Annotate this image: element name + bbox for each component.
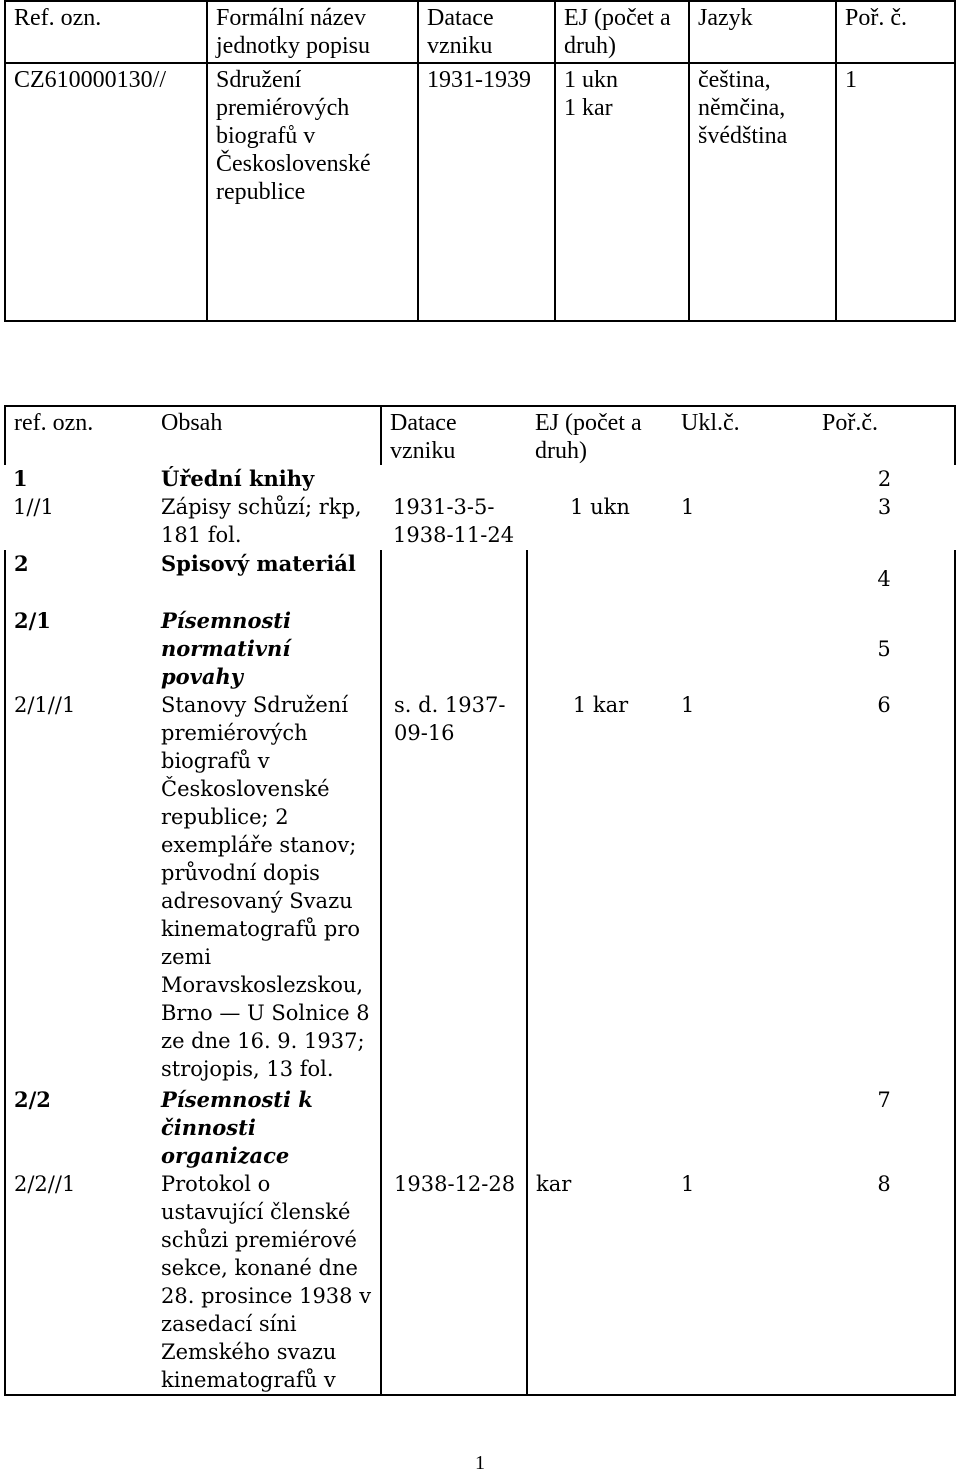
table-row bbox=[5, 550, 955, 607]
summary-language: čeština, němčina, švédština bbox=[689, 63, 836, 321]
row-content: Spisový materiál bbox=[153, 550, 381, 607]
row-content: Zápisy schůzí; rkp, 181 fol. bbox=[161, 495, 362, 547]
row-ukl: 1 bbox=[681, 693, 695, 717]
summary-name: Sdružení premiérových biografů v Československé republice bbox=[207, 63, 418, 321]
header-ej: EJ (počet a druh) bbox=[555, 1, 689, 63]
row-date: s. d. 1937-09-16 bbox=[381, 691, 527, 1086]
header-order: Poř. č. bbox=[836, 1, 955, 63]
summary-date: 1931-1939 bbox=[418, 63, 555, 321]
row-ref: 2/2//1 bbox=[5, 1170, 153, 1395]
page-number: 1 bbox=[475, 1452, 485, 1474]
row-ref: 1//1 bbox=[13, 495, 54, 519]
inventory-header-row bbox=[5, 406, 955, 465]
summary-ej-line1: 1 ukn bbox=[564, 67, 618, 93]
row-date: 1938-12-28 bbox=[381, 1170, 527, 1395]
row-ukl: 1 bbox=[673, 1170, 814, 1395]
summary-order: 1 bbox=[836, 63, 955, 321]
col-ej-header: EJ (počet a druh) bbox=[527, 406, 673, 465]
summary-ej-line2: 1 kar bbox=[564, 95, 613, 121]
row-content: Písemnosti k činnosti organizace bbox=[153, 1086, 381, 1170]
col-ukl-header: Ukl.č. bbox=[673, 406, 814, 465]
summary-header-row bbox=[5, 1, 955, 63]
row-por: 3 bbox=[877, 495, 892, 519]
row-ref: 2/2 bbox=[5, 1086, 153, 1170]
row-ej: kar bbox=[527, 1170, 673, 1395]
table-row bbox=[5, 691, 955, 1086]
col-date-header: Datace vzniku bbox=[381, 406, 527, 465]
row-por: 8 bbox=[814, 1170, 955, 1395]
row-content: Úřední knihy bbox=[161, 466, 315, 491]
row-ref: 2/1//1 bbox=[5, 691, 153, 1086]
table-row bbox=[5, 1170, 955, 1395]
row-por: 2 bbox=[877, 467, 892, 491]
row-ukl: 1 bbox=[681, 495, 695, 519]
header-language: Jazyk bbox=[689, 1, 836, 63]
row-content: Stanovy Sdružení premiérových biografů v Československé republice; 2 exempláře stanov; průvodní dopis adresovaný Svazu kinematografů pro zemi Moravskoslezskou, Brno — U Solnice 8 ze dne 16. 9. 1937; strojopis, 13 fol. bbox=[153, 691, 381, 1086]
header-formal-name: Formální název jednotky popisu bbox=[207, 1, 418, 63]
row-ref: 1 bbox=[13, 466, 28, 491]
row-ref: 2 bbox=[5, 550, 153, 607]
table-row bbox=[5, 607, 955, 691]
table-row bbox=[5, 465, 955, 493]
header-ref: Ref. ozn. bbox=[5, 1, 207, 63]
summary-ej bbox=[555, 63, 689, 321]
col-por-header: Poř.č. bbox=[814, 406, 955, 465]
row-ej: 1 kar bbox=[527, 691, 673, 1086]
table-row bbox=[5, 493, 955, 550]
row-por: 7 bbox=[814, 1086, 955, 1170]
row-por: 6 bbox=[814, 691, 955, 1086]
header-date: Datace vzniku bbox=[418, 1, 555, 63]
col-ref-header: ref. ozn. bbox=[5, 406, 153, 465]
summary-data-row bbox=[5, 63, 955, 321]
row-ref: 2/1 bbox=[5, 607, 153, 691]
summary-ref: CZ610000130// bbox=[5, 63, 207, 321]
row-por: 4 bbox=[814, 550, 955, 607]
fonds-summary-table bbox=[4, 0, 956, 322]
row-content: Protokol o ustavující členské schůzi premiérové sekce, konané dne 28. prosince 1938 v zasedací síni Zemského svazu kinematografů v bbox=[153, 1170, 381, 1395]
row-por: 5 bbox=[814, 607, 955, 691]
row-content: Písemnosti normativní povahy bbox=[153, 607, 381, 691]
col-content-header: Obsah bbox=[153, 406, 381, 465]
table-row bbox=[5, 1086, 955, 1170]
row-date: 1931-3-5-1938-11-24 bbox=[393, 495, 515, 547]
inventory-table bbox=[4, 405, 956, 1396]
row-ej: 1 ukn bbox=[570, 495, 630, 519]
